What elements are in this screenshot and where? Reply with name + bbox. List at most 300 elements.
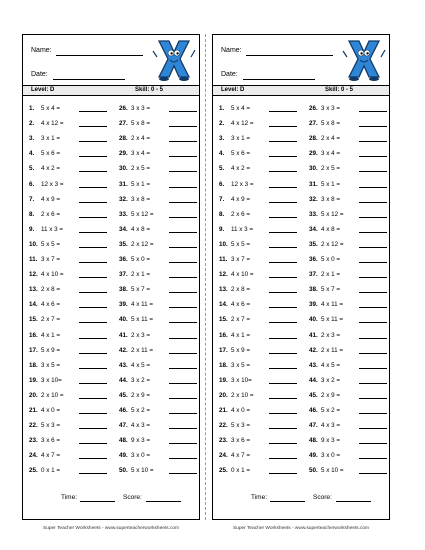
answer-blank[interactable] — [359, 111, 387, 112]
problem-expression: 4 x 5 = — [131, 361, 151, 369]
answer-blank[interactable] — [169, 262, 197, 263]
answer-blank[interactable] — [79, 353, 107, 354]
problem-expression: 2 x 7 = — [41, 316, 61, 324]
problem-number: 14. — [219, 301, 228, 309]
answer-blank[interactable] — [169, 383, 197, 384]
problem-expression: 3 x 6 = — [231, 437, 251, 445]
problem-number: 2. — [219, 120, 225, 128]
answer-blank[interactable] — [79, 458, 107, 459]
problem-expression: 5 x 12 = — [321, 210, 344, 218]
answer-blank[interactable] — [169, 473, 197, 474]
problem-item — [119, 211, 205, 221]
date-field[interactable] — [243, 79, 315, 80]
answer-blank[interactable] — [359, 232, 387, 233]
problem-expression: 5 x 2 = — [321, 407, 341, 414]
problem-number: 40. — [309, 316, 318, 324]
problem-number: 42. — [309, 346, 318, 354]
answer-blank[interactable] — [79, 247, 107, 248]
answer-blank[interactable] — [79, 141, 107, 142]
answer-blank[interactable] — [359, 126, 387, 127]
answer-blank[interactable] — [359, 473, 387, 474]
problem-item — [219, 422, 305, 432]
problem-item — [119, 407, 205, 417]
problem-item — [29, 347, 115, 357]
problem-number: 9. — [29, 225, 35, 233]
problem-column-2 — [309, 105, 395, 485]
level-label: Level: D — [221, 87, 245, 93]
problem-number: 4. — [29, 150, 35, 158]
problem-item — [29, 452, 115, 462]
problem-item — [29, 316, 115, 326]
problem-item — [119, 226, 205, 236]
problem-expression: 2 x 3 = — [321, 331, 341, 339]
answer-blank[interactable] — [269, 111, 297, 112]
answer-blank[interactable] — [269, 428, 297, 429]
answer-blank[interactable] — [359, 413, 387, 414]
problem-expression: 2 x 10 = — [231, 391, 254, 399]
answer-blank[interactable] — [169, 428, 197, 429]
problem-expression: 4 x 6 = — [41, 301, 61, 309]
problem-number: 31. — [309, 180, 318, 188]
problem-expression: 0 x 1 = — [41, 467, 61, 475]
answer-blank[interactable] — [269, 262, 297, 263]
answer-blank[interactable] — [169, 413, 197, 414]
problem-item — [309, 377, 395, 387]
answer-blank[interactable] — [269, 232, 297, 233]
problem-number: 13. — [219, 286, 228, 294]
problem-number: 44. — [309, 376, 318, 384]
problem-expression: 2 x 1 = — [131, 271, 151, 279]
problem-item — [309, 165, 395, 175]
answer-blank[interactable] — [359, 277, 387, 278]
problem-number: 26. — [119, 105, 128, 112]
problem-expression: 4 x 2 = — [41, 165, 61, 173]
problem-number: 45. — [309, 391, 318, 399]
problem-number: 12. — [29, 271, 38, 279]
time-field[interactable] — [80, 501, 115, 502]
problem-expression: 4 x 1 = — [41, 331, 61, 339]
problem-item — [119, 196, 205, 206]
problem-number: 33. — [309, 210, 318, 218]
problem-expression: 2 x 3 = — [131, 331, 151, 339]
answer-blank[interactable] — [79, 232, 107, 233]
answer-blank[interactable] — [269, 443, 297, 444]
answer-blank[interactable] — [269, 156, 297, 157]
problem-item — [309, 362, 395, 372]
answer-blank[interactable] — [359, 141, 387, 142]
answer-blank[interactable] — [269, 353, 297, 354]
problem-number: 19. — [29, 376, 38, 384]
problem-number: 18. — [219, 361, 228, 369]
problem-expression: 5 x 5 = — [41, 240, 61, 248]
answer-blank[interactable] — [79, 443, 107, 444]
time-field[interactable] — [270, 501, 305, 502]
answer-blank[interactable] — [79, 217, 107, 218]
answer-blank[interactable] — [79, 202, 107, 203]
answer-blank[interactable] — [169, 368, 197, 369]
problem-expression: 2 x 9 = — [321, 391, 341, 399]
problem-item — [29, 256, 115, 266]
problem-expression: 5 x 0 = — [131, 256, 151, 263]
problem-number: 3. — [29, 135, 35, 143]
answer-blank[interactable] — [269, 187, 297, 188]
problem-number: 15. — [29, 316, 38, 324]
problem-item — [309, 135, 395, 145]
name-label: Name: — [31, 47, 52, 54]
problem-number: 5. — [29, 165, 35, 173]
answer-blank[interactable] — [359, 322, 387, 323]
problem-number: 25. — [219, 467, 228, 475]
problem-expression: 3 x 8 = — [321, 195, 341, 203]
answer-blank[interactable] — [169, 171, 197, 172]
answer-blank[interactable] — [169, 156, 197, 157]
answer-blank[interactable] — [359, 217, 387, 218]
answer-blank[interactable] — [359, 202, 387, 203]
problem-item — [119, 301, 205, 311]
answer-blank[interactable] — [359, 307, 387, 308]
cut-line — [205, 34, 206, 520]
problem-item — [309, 150, 395, 160]
problem-item — [309, 181, 395, 191]
problem-expression: 2 x 4 = — [131, 135, 151, 143]
answer-blank[interactable] — [359, 428, 387, 429]
problem-expression: 5 x 11 = — [131, 316, 154, 324]
problem-number: 18. — [29, 361, 38, 369]
answer-blank[interactable] — [79, 111, 107, 112]
problem-item — [29, 120, 115, 130]
score-field[interactable] — [146, 501, 181, 502]
answer-blank[interactable] — [169, 217, 197, 218]
problem-area — [213, 105, 389, 485]
answer-blank[interactable] — [169, 141, 197, 142]
problem-number: 42. — [119, 346, 128, 354]
problem-item — [29, 271, 115, 281]
problem-expression: 2 x 11 = — [321, 346, 344, 354]
problem-item — [29, 135, 115, 145]
name-field[interactable] — [56, 55, 143, 56]
problem-number: 6. — [219, 180, 225, 188]
problem-item — [219, 165, 305, 175]
problem-item — [119, 181, 205, 191]
time-label: Time: — [251, 494, 268, 501]
problem-expression: 5 x 10 = — [131, 467, 154, 475]
problem-expression: 2 x 6 = — [231, 210, 251, 218]
answer-blank[interactable] — [269, 292, 297, 293]
date-field[interactable] — [53, 79, 125, 80]
answer-blank[interactable] — [269, 383, 297, 384]
answer-blank[interactable] — [169, 353, 197, 354]
problem-item — [309, 226, 395, 236]
worksheet-header — [213, 35, 389, 85]
answer-blank[interactable] — [269, 458, 297, 459]
problem-number: 16. — [29, 331, 38, 339]
answer-blank[interactable] — [169, 111, 197, 112]
problem-number: 4. — [219, 150, 225, 158]
problem-expression: 3 x 4 = — [321, 150, 341, 158]
problem-item — [29, 150, 115, 160]
answer-blank[interactable] — [359, 156, 387, 157]
problem-number: 10. — [219, 240, 228, 248]
answer-blank[interactable] — [269, 473, 297, 474]
problem-item — [309, 196, 395, 206]
problem-number: 28. — [309, 135, 318, 143]
level-label: Level: D — [31, 87, 55, 93]
answer-blank[interactable] — [359, 171, 387, 172]
problem-expression: 5 x 1 = — [321, 180, 341, 188]
problem-item — [119, 377, 205, 387]
answer-blank[interactable] — [169, 202, 197, 203]
problem-item — [309, 301, 395, 311]
answer-blank[interactable] — [359, 262, 387, 263]
answer-blank[interactable] — [79, 307, 107, 308]
problem-expression: 2 x 6 = — [41, 210, 61, 218]
level-skill-bar — [23, 85, 199, 96]
problem-number: 21. — [219, 407, 228, 414]
name-field[interactable] — [246, 55, 333, 56]
problem-number: 32. — [309, 195, 318, 203]
answer-blank[interactable] — [269, 413, 297, 414]
problem-expression: 5 x 1 = — [131, 180, 151, 188]
answer-blank[interactable] — [269, 202, 297, 203]
problem-expression: 3 x 0 = — [321, 452, 341, 460]
problem-item — [119, 332, 205, 342]
problem-expression: 5 x 2 = — [131, 407, 151, 414]
problem-item — [119, 105, 205, 115]
answer-blank[interactable] — [79, 126, 107, 127]
answer-blank[interactable] — [79, 156, 107, 157]
answer-blank[interactable] — [169, 187, 197, 188]
answer-blank[interactable] — [79, 262, 107, 263]
problem-number: 37. — [309, 271, 318, 279]
answer-blank[interactable] — [79, 428, 107, 429]
problem-item — [119, 347, 205, 357]
problem-expression: 5 x 12 = — [131, 210, 154, 218]
problem-expression: 3 x 2 = — [321, 376, 341, 384]
problem-number: 1. — [219, 105, 225, 112]
problem-expression: 9 x 3 = — [321, 437, 341, 445]
problem-number: 16. — [219, 331, 228, 339]
answer-blank[interactable] — [359, 398, 387, 399]
problem-item — [309, 286, 395, 296]
problem-expression: 3 x 3 = — [321, 105, 341, 112]
problem-item — [29, 226, 115, 236]
problem-expression: 3 x 7 = — [41, 256, 61, 263]
problem-number: 2. — [29, 120, 35, 128]
problem-item — [219, 286, 305, 296]
answer-blank[interactable] — [169, 458, 197, 459]
answer-blank[interactable] — [169, 232, 197, 233]
answer-blank[interactable] — [169, 126, 197, 127]
problem-item — [119, 362, 205, 372]
worksheet-left — [22, 34, 200, 520]
problem-item — [29, 165, 115, 175]
answer-blank[interactable] — [269, 277, 297, 278]
answer-blank[interactable] — [79, 368, 107, 369]
problem-item — [309, 271, 395, 281]
problem-expression: 4 x 5 = — [321, 361, 341, 369]
answer-blank[interactable] — [359, 458, 387, 459]
problem-item — [29, 196, 115, 206]
answer-blank[interactable] — [359, 383, 387, 384]
problem-number: 23. — [219, 437, 228, 445]
answer-blank[interactable] — [269, 307, 297, 308]
score-field[interactable] — [336, 501, 371, 502]
answer-blank[interactable] — [269, 247, 297, 248]
problem-expression: 4 x 8 = — [321, 225, 341, 233]
problem-item — [119, 422, 205, 432]
problem-number: 14. — [29, 301, 38, 309]
problem-number: 40. — [119, 316, 128, 324]
answer-blank[interactable] — [169, 292, 197, 293]
problem-item — [219, 407, 305, 417]
problem-expression: 3 x 0 = — [131, 452, 151, 460]
problem-item — [119, 165, 205, 175]
problem-item — [309, 437, 395, 447]
answer-blank[interactable] — [359, 338, 387, 339]
problem-expression: 2 x 12 = — [321, 240, 344, 248]
problem-expression: 5 x 0 = — [321, 256, 341, 263]
problem-number: 46. — [119, 407, 128, 414]
answer-blank[interactable] — [169, 277, 197, 278]
problem-item — [309, 316, 395, 326]
problem-item — [219, 316, 305, 326]
answer-blank[interactable] — [79, 398, 107, 399]
answer-blank[interactable] — [269, 126, 297, 127]
problem-item — [29, 332, 115, 342]
problem-expression: 2 x 7 = — [231, 316, 251, 324]
problem-item — [29, 362, 115, 372]
answer-blank[interactable] — [269, 217, 297, 218]
problem-number: 39. — [309, 301, 318, 309]
problem-item — [119, 437, 205, 447]
problem-expression: 5 x 11 = — [321, 316, 344, 324]
problem-item — [219, 377, 305, 387]
problem-item — [309, 120, 395, 130]
answer-blank[interactable] — [79, 277, 107, 278]
problem-number: 9. — [219, 225, 225, 233]
answer-blank[interactable] — [359, 247, 387, 248]
problem-item — [219, 452, 305, 462]
problem-number: 25. — [29, 467, 38, 475]
problem-item — [119, 392, 205, 402]
problem-item — [219, 211, 305, 221]
problem-number: 32. — [119, 195, 128, 203]
answer-blank[interactable] — [269, 338, 297, 339]
credit-text: Super Teacher Worksheets - www.superteacherworksheets.com — [232, 526, 370, 531]
problem-expression: 3 x 10= — [41, 376, 62, 384]
problem-expression: 3 x 2 = — [131, 376, 151, 384]
problem-number: 8. — [29, 210, 35, 218]
answer-blank[interactable] — [269, 368, 297, 369]
credit-text: Super Teacher Worksheets - www.superteacherworksheets.com — [42, 526, 180, 531]
problem-expression: 2 x 9 = — [131, 391, 151, 399]
answer-blank[interactable] — [169, 443, 197, 444]
answer-blank[interactable] — [359, 368, 387, 369]
problem-number: 41. — [309, 331, 318, 339]
problem-expression: 2 x 4 = — [321, 135, 341, 143]
problem-item — [29, 286, 115, 296]
problem-item — [119, 256, 205, 266]
date-label: Date: — [31, 71, 48, 78]
problem-expression: 3 x 1 = — [231, 135, 251, 143]
problem-number: 49. — [309, 452, 318, 460]
problem-item — [309, 256, 395, 266]
worksheet-right — [212, 34, 390, 520]
problem-expression: 3 x 4 = — [131, 150, 151, 158]
answer-blank[interactable] — [269, 141, 297, 142]
problem-number: 43. — [119, 361, 128, 369]
problem-number: 50. — [119, 467, 128, 475]
problem-expression: 3 x 1 = — [41, 135, 61, 143]
answer-blank[interactable] — [269, 398, 297, 399]
problem-number: 39. — [119, 301, 128, 309]
problem-number: 29. — [309, 150, 318, 158]
answer-blank[interactable] — [269, 171, 297, 172]
problem-expression: 5 x 7 = — [131, 286, 151, 294]
answer-blank[interactable] — [169, 398, 197, 399]
answer-blank[interactable] — [359, 292, 387, 293]
problem-number: 10. — [29, 240, 38, 248]
problem-number: 23. — [29, 437, 38, 445]
problem-expression: 4 x 8 = — [131, 225, 151, 233]
problem-item — [309, 332, 395, 342]
problem-item — [119, 120, 205, 130]
problem-number: 35. — [119, 240, 128, 248]
level-skill-bar — [213, 85, 389, 96]
answer-blank[interactable] — [359, 443, 387, 444]
name-label: Name: — [221, 47, 242, 54]
answer-blank[interactable] — [169, 307, 197, 308]
answer-blank[interactable] — [79, 322, 107, 323]
answer-blank[interactable] — [79, 413, 107, 414]
problem-expression: 4 x 12 = — [41, 120, 64, 128]
problem-item — [29, 392, 115, 402]
problem-expression: 5 x 4 = — [231, 105, 251, 112]
problem-item — [309, 211, 395, 221]
problem-item — [309, 422, 395, 432]
answer-blank[interactable] — [359, 353, 387, 354]
answer-blank[interactable] — [79, 383, 107, 384]
problem-expression: 0 x 1 = — [231, 467, 251, 475]
answer-blank[interactable] — [79, 187, 107, 188]
date-label: Date: — [221, 71, 238, 78]
letter-x-mascot-icon — [151, 37, 197, 83]
problem-expression: 3 x 6 = — [41, 437, 61, 445]
answer-blank[interactable] — [269, 322, 297, 323]
answer-blank[interactable] — [79, 171, 107, 172]
problem-number: 48. — [119, 437, 128, 445]
problem-number: 27. — [119, 120, 128, 128]
problem-number: 47. — [309, 422, 318, 430]
problem-expression: 9 x 3 = — [131, 437, 151, 445]
problem-expression: 5 x 3 = — [41, 422, 61, 430]
answer-blank[interactable] — [169, 338, 197, 339]
answer-blank[interactable] — [359, 187, 387, 188]
problem-number: 38. — [309, 286, 318, 294]
answer-blank[interactable] — [79, 292, 107, 293]
problem-item — [29, 467, 115, 477]
problem-expression: 4 x 6 = — [231, 301, 251, 309]
answer-blank[interactable] — [79, 338, 107, 339]
problem-item — [219, 181, 305, 191]
answer-blank[interactable] — [79, 473, 107, 474]
problem-expression: 2 x 8 = — [41, 286, 61, 294]
problem-expression: 2 x 5 = — [321, 165, 341, 173]
problem-number: 30. — [309, 165, 318, 173]
problem-expression: 3 x 8 = — [131, 195, 151, 203]
answer-blank[interactable] — [169, 322, 197, 323]
answer-blank[interactable] — [169, 247, 197, 248]
